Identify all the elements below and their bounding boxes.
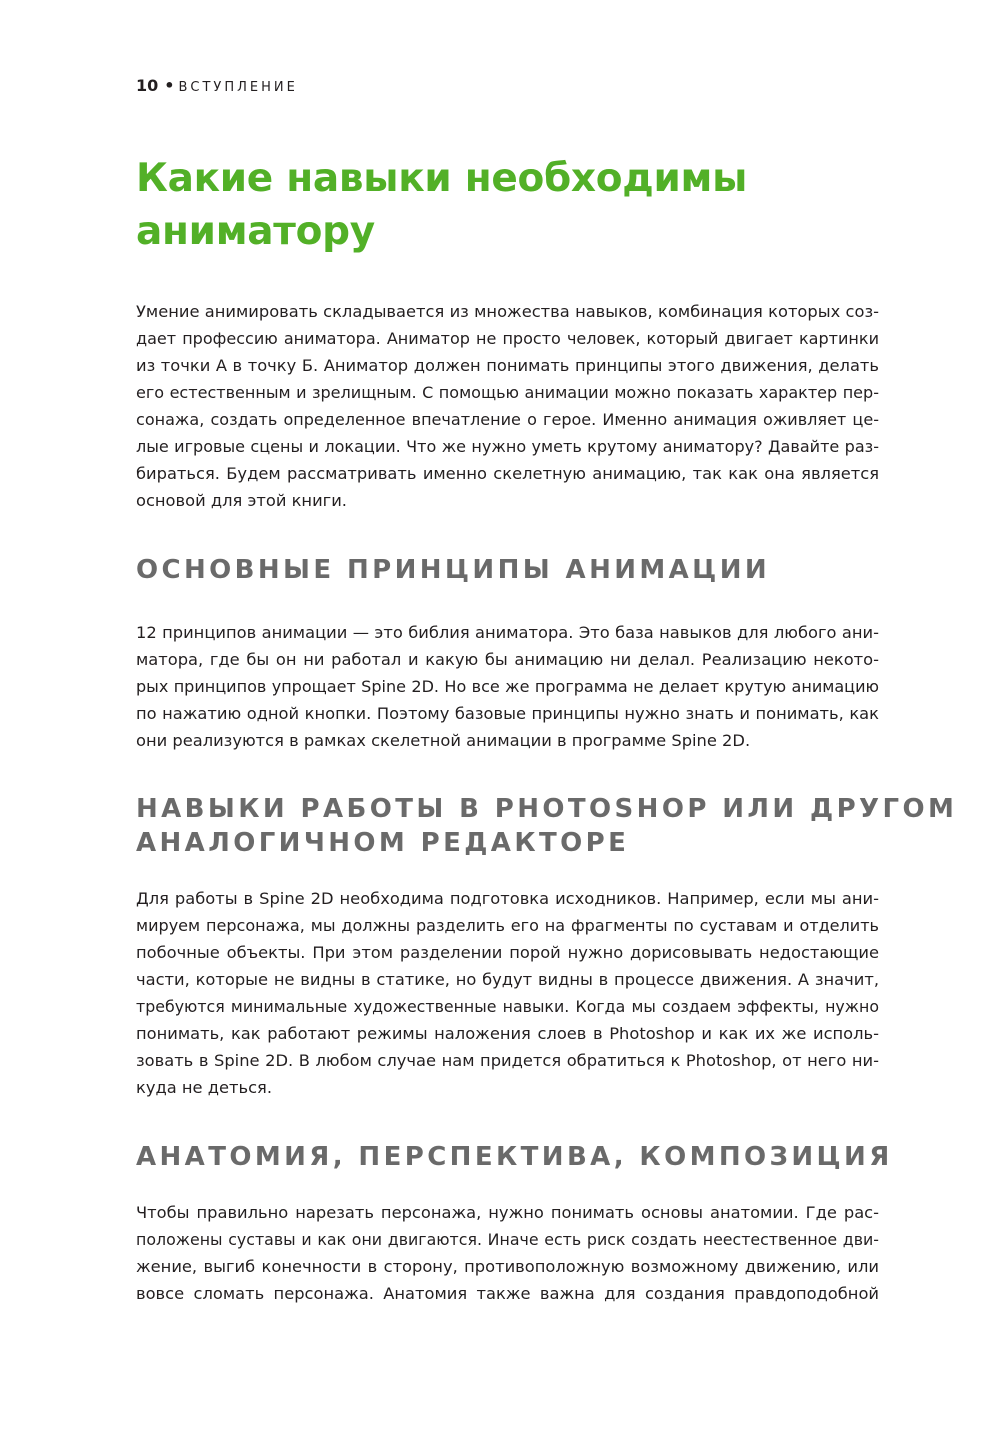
text-line: жение, выгиб конечности в сторону, противоположную возможному движению, или [136,1257,879,1276]
text-line: Для работы в Spine 2D необходима подготовка исходников. Например, если мы ани- [136,889,879,908]
text-line: зовать в Spine 2D. В любом случае нам придется обратиться к Photoshop, от него ни- [136,1051,879,1070]
text-line: вовсе сломать персонажа. Анатомия также важна для создания правдоподобной [136,1284,879,1303]
heading-line: НАВЫКИ РАБОТЫ В PHOTOSHOP ИЛИ ДРУГОМ [136,794,958,824]
text-line: из точки А в точку Б. Аниматор должен понимать принципы этого движения, делать [136,356,879,375]
text-line: Умение анимировать складывается из множества навыков, комбинация которых соз- [136,302,879,321]
section-heading-anatomy [136,1140,893,1174]
text-line: куда не деться. [136,1078,272,1097]
intro-paragraph [136,298,879,514]
text-line: дает профессию аниматора. Аниматор не просто человек, который двигает картинки [136,329,879,348]
principles-paragraph [136,619,879,754]
text-line: побочные объекты. При этом разделении порой нужно дорисовывать недостающие [136,943,879,962]
section-heading-principles [136,553,770,587]
heading-line: АНАТОМИЯ, ПЕРСПЕКТИВА, КОМПОЗИЦИЯ [136,1142,893,1172]
text-line: 12 принципов анимации — это библия аниматора. Это база навыков для любого ани- [136,623,879,642]
text-line: понимать, как работают режимы наложения слоев в Photoshop и как их же исполь- [136,1024,879,1043]
section-heading-photoshop [136,792,957,860]
text-line: его естественным и зрелищным. С помощью анимации можно показать характер пер- [136,383,879,402]
text-line: лые игровые сцены и локации. Что же нужно уметь крутому аниматору? Давайте раз- [136,437,879,456]
text-line: рых принципов упрощает Spine 2D. Но все же программа не делает крутую анимацию [136,677,879,696]
heading-line: АНАЛОГИЧНОМ РЕДАКТОРЕ [136,828,630,858]
section-name: ВСТУПЛЕНИЕ [178,80,298,95]
chapter-title-line: Какие навыки необходимы [136,156,748,201]
running-head [136,76,298,98]
chapter-title-line: аниматору [136,209,375,254]
photoshop-paragraph [136,885,879,1101]
text-line: части, которые не видны в статике, но будут видны в процессе движения. А значит, [136,970,879,989]
text-line: Чтобы правильно нарезать персонажа, нужно понимать основы анатомии. Где рас- [136,1203,879,1222]
chapter-title [136,152,896,258]
text-line: мируем персонажа, мы должны разделить его на фрагменты по суставам и отделить [136,916,879,935]
text-line: требуются минимальные художественные навыки. Когда мы создаем эффекты, нужно [136,997,879,1016]
anatomy-paragraph [136,1199,879,1307]
text-line: положены суставы и как они двигаются. Иначе есть риск создать неестественное дви- [136,1230,879,1249]
text-line: бираться. Будем рассматривать именно скелетную анимацию, так как она является [136,464,879,483]
text-line: матора, где бы он ни работал и какую бы анимацию ни делал. Реализацию некото- [136,650,879,669]
text-line: основой для этой книги. [136,491,347,510]
text-line: сонажа, создать определенное впечатление о герое. Именно анимация оживляет це- [136,410,879,429]
text-line: они реализуются в рамках скелетной анимации в программе Spine 2D. [136,731,751,750]
heading-line: ОСНОВНЫЕ ПРИНЦИПЫ АНИМАЦИИ [136,555,771,585]
page-number: 10 [136,76,159,95]
text-line: по нажатию одной кнопки. Поэтому базовые принципы нужно знать и понимать, как [136,704,879,723]
bullet-separator: • [164,76,175,95]
